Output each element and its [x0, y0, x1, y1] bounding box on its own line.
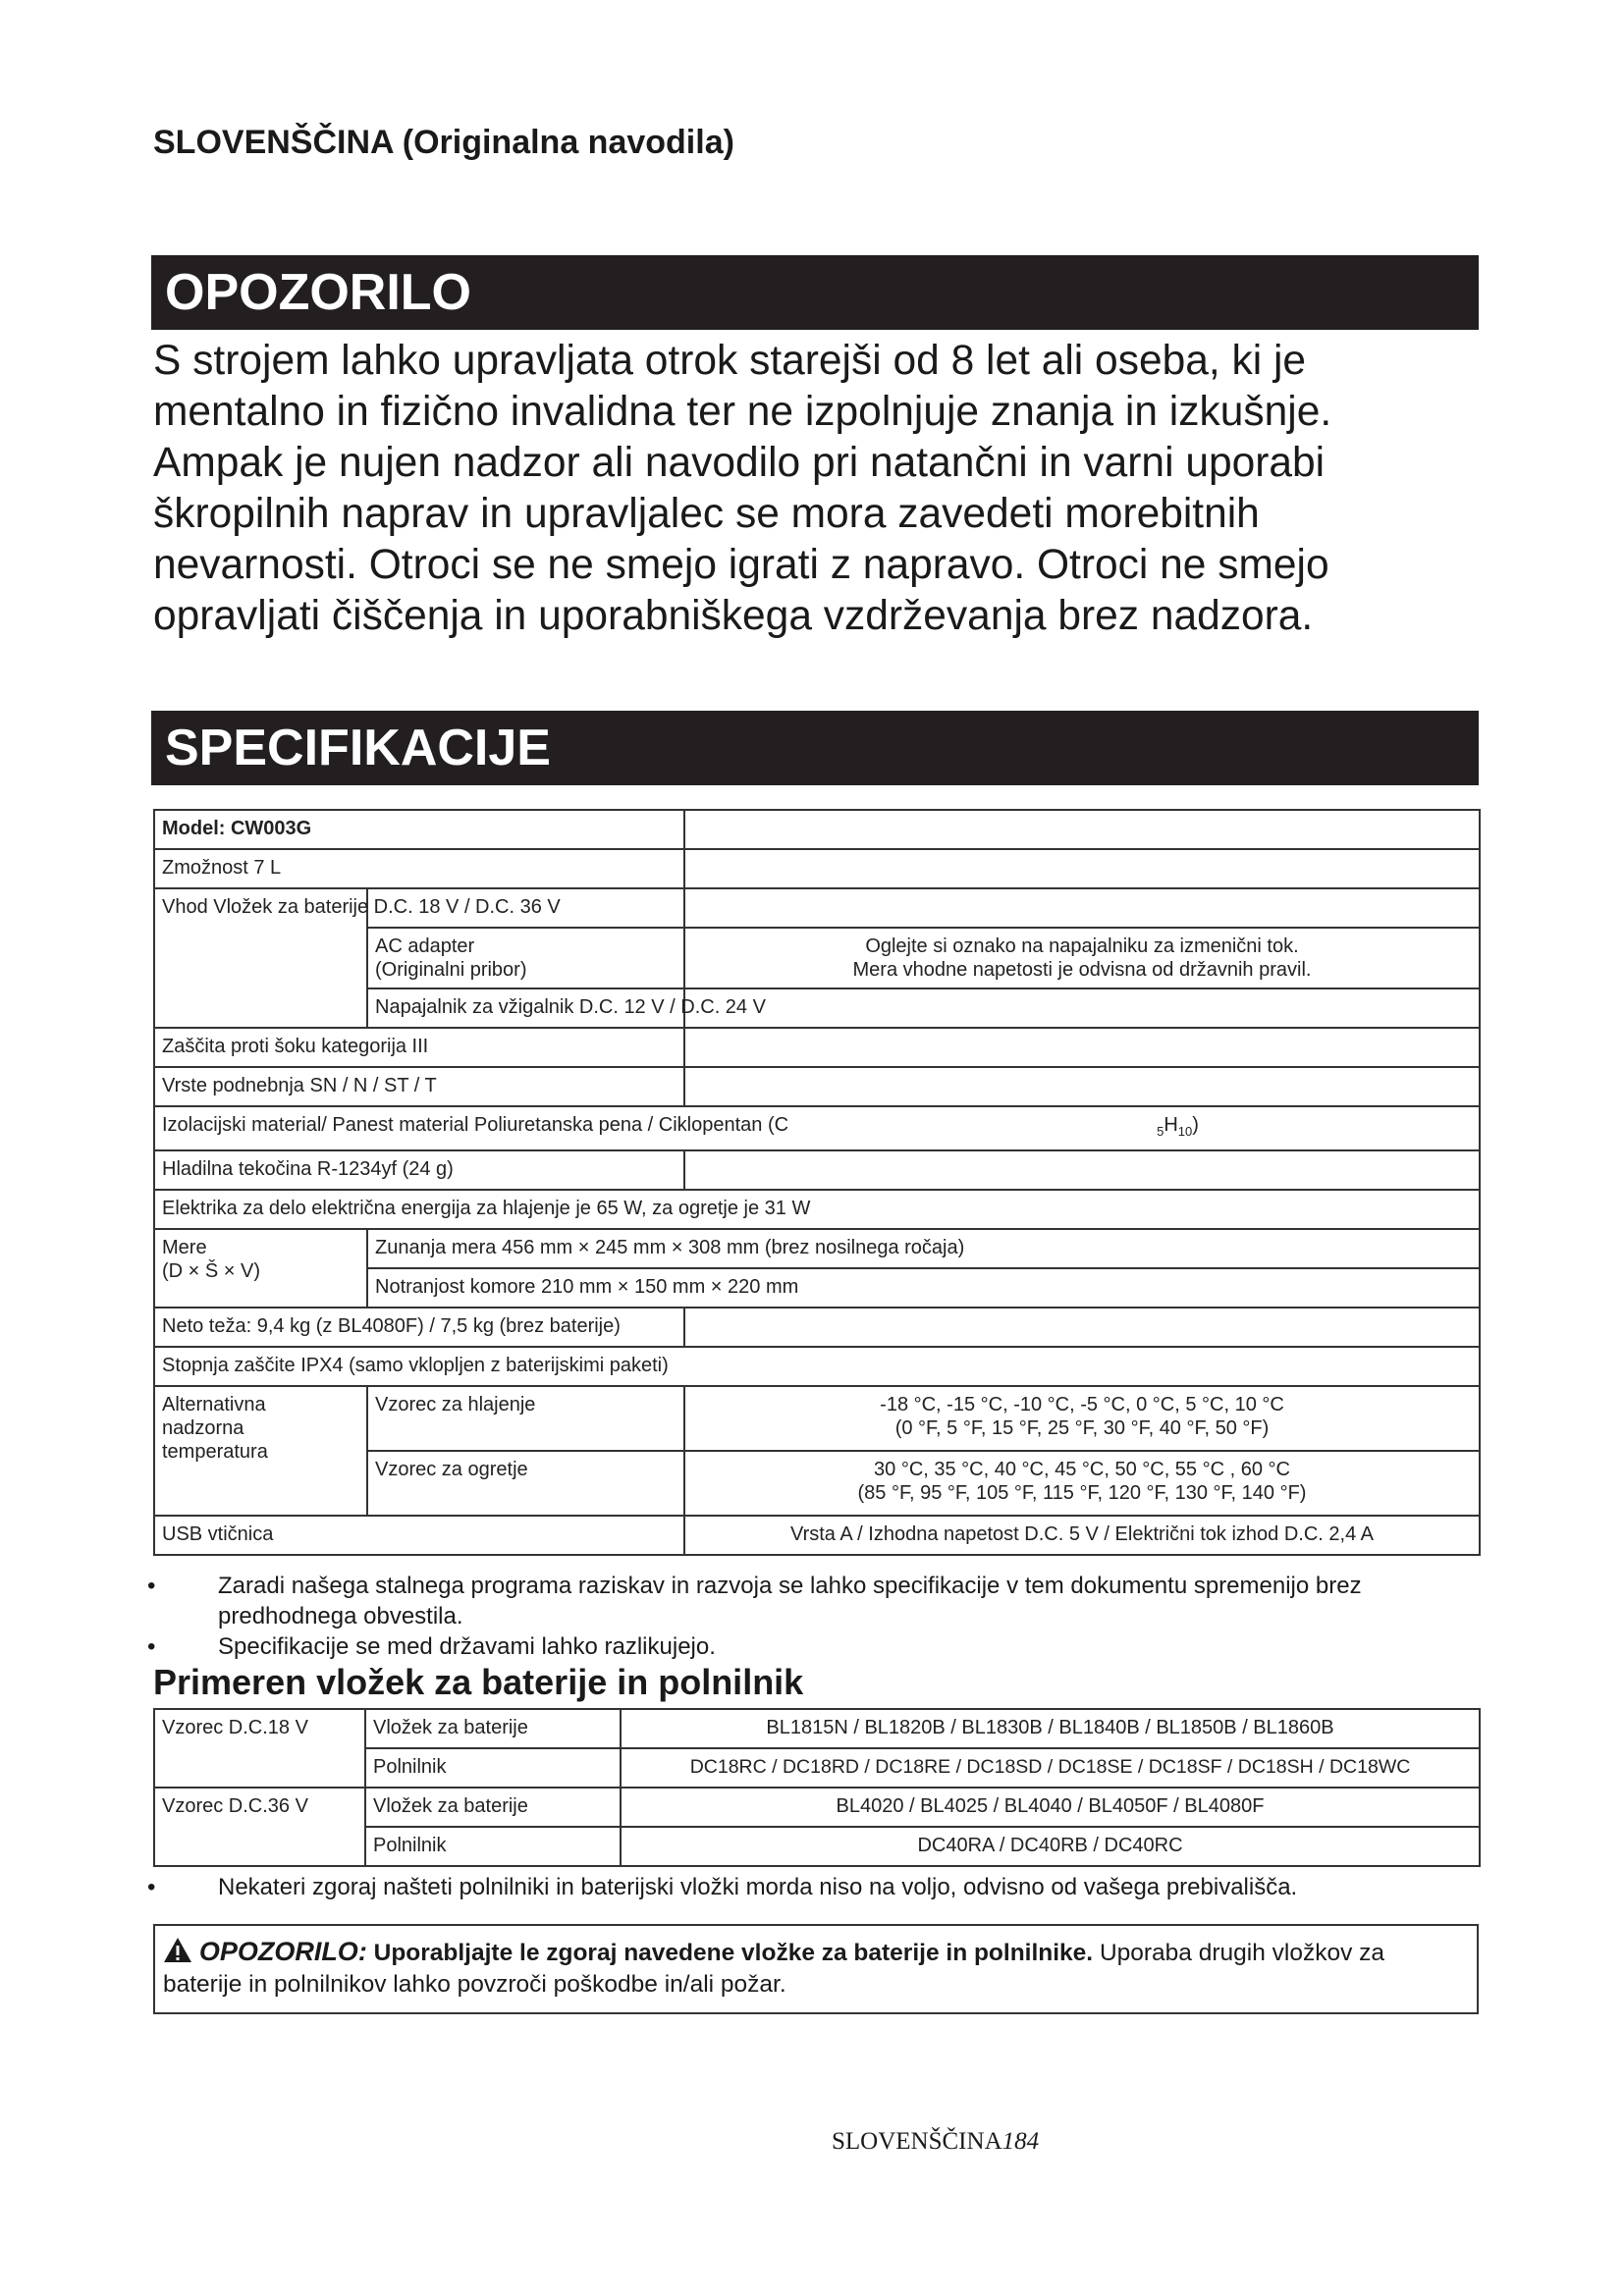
insulation-formula-end: ) [1192, 1114, 1199, 1136]
table-row [154, 888, 1480, 928]
cooling-values-cell [684, 1386, 1480, 1451]
capacity-cell: Zmožnost 7 L [154, 849, 684, 888]
table-row [154, 1709, 1480, 1748]
specifications-table [153, 809, 1481, 1556]
warning-notice [153, 1924, 1479, 2014]
model-cell: Model: CW003G [154, 810, 684, 849]
document-title: SLOVENŠČINA (Originalna navodila) [153, 124, 734, 161]
specification-notes [143, 1571, 1489, 1662]
models-cell: DC18RC / DC18RD / DC18RE / DC18SD / DC18SE / DC18SF / DC18SH / DC18WC [621, 1748, 1480, 1788]
table-row [154, 810, 1480, 849]
warning-line: nevarnosti. Otroci se ne smejo igrati z napravo. Otroci ne smejo [153, 542, 1329, 588]
notice-text: Uporaba drugih vložkov za baterije in polnilnikov lahko povzroči poškodbe in/ali požar. [163, 1940, 1385, 1998]
warning-line: mentalno in fizično invalidna ter ne izpolnjuje znanja in izkušnje. [153, 389, 1332, 435]
dimensions-label: Mere [162, 1237, 207, 1258]
insulation-formula-h: H [1164, 1114, 1178, 1136]
insulation-text: Izolacijski material/ Panest material Poliuretanska pena / Ciklopentan (C [162, 1114, 789, 1136]
insulation-formula-sub2: 10 [1177, 1124, 1193, 1139]
list-item [143, 1571, 1489, 1631]
cooling-label-cell: Vzorec za hlajenje [367, 1386, 684, 1451]
cooling-celsius: -18 °C, -15 °C, -10 °C, -5 °C, 0 °C, 5 °C, 10 °C [880, 1394, 1284, 1415]
temperature-label-1: Alternativna [162, 1394, 266, 1415]
table-row [154, 1386, 1480, 1451]
table-row [154, 1106, 1480, 1150]
cooling-fahrenheit: (0 °F, 5 °F, 15 °F, 25 °F, 30 °F, 40 °F, 50 °F) [894, 1417, 1270, 1439]
warning-heading: OPOZORILO [151, 255, 1479, 330]
warning-line: škropilnih naprav in upravljalec se mora zavedeti morebitnih [153, 491, 1260, 537]
table-row [154, 1229, 1480, 1268]
warning-text [153, 336, 1489, 642]
ac-adapter-value-2: Mera vhodne napetosti je odvisna od državnih pravil. [852, 959, 1312, 981]
inner-dimensions-cell: Notranjost komore 210 mm × 150 mm × 220 mm [367, 1268, 1480, 1308]
models-cell: DC40RA / DC40RB / DC40RC [621, 1827, 1480, 1866]
net-weight-cell: Neto teža: 9,4 kg (z BL4080F) / 7,5 kg (brez baterije) [154, 1308, 684, 1347]
heating-values-cell [684, 1451, 1480, 1516]
dimensions-unit: (D × Š × V) [162, 1260, 261, 1282]
ac-adapter-value-1: Oglejte si oznako na napajalniku za izmenični tok. [865, 935, 1299, 957]
batteries-heading: Primeren vložek za baterije in polnilnik [153, 1662, 804, 1702]
outer-dimensions-cell: Zunanja mera 456 mm × 245 mm × 308 mm (brez nosilnega ročaja) [367, 1229, 1480, 1268]
list-item [143, 1631, 1489, 1662]
footer-language: SLOVENŠČINA [832, 2128, 1002, 2155]
car-adapter-cell: Napajalnik za vžigalnik D.C. 12 V / D.C. 24 V [367, 988, 684, 1028]
usb-label-cell: USB vtičnica [154, 1516, 684, 1555]
note-text: Nekateri zgoraj našteti polnilniki in baterijski vložki morda niso na voljo, odvisno od vašega prebivališča. [218, 1874, 1298, 1900]
table-row [154, 1788, 1480, 1827]
heating-label-cell: Vzorec za ogretje [367, 1451, 684, 1516]
table-row [154, 1347, 1480, 1386]
ac-adapter-label: AC adapter [375, 935, 475, 957]
note-text: Zaradi našega stalnega programa raziskav in razvoja se lahko specifikacije v tem dokumentu spremenijo brez predhodnega obvestila. [218, 1573, 1362, 1629]
table-row [154, 1190, 1480, 1229]
power-cell: Elektrika za delo električna energija za hlajenje je 65 W, za ogretje je 31 W [154, 1190, 1480, 1229]
ac-adapter-note: (Originalni pribor) [375, 959, 527, 981]
input-label: Vhod Vložek za baterije D.C. 18 V / D.C. 36 V [162, 896, 561, 918]
dimensions-label-cell [154, 1229, 367, 1308]
warning-triangle-icon [163, 1940, 199, 1966]
climate-class-cell: Vrste podnebnja SN / N / ST / T [154, 1067, 684, 1106]
models-cell: BL1815N / BL1820B / BL1830B / BL1840B / BL1850B / BL1860B [621, 1709, 1480, 1748]
table-row [154, 1308, 1480, 1347]
kind-cell: Vložek za baterije [365, 1709, 621, 1748]
temperature-label-3: temperatura [162, 1441, 268, 1463]
ac-adapter-cell [367, 928, 684, 988]
note-text: Specifikacije se med državami lahko razlikujejo. [218, 1633, 716, 1660]
table-row [154, 1067, 1480, 1106]
kind-cell: Polnilnik [365, 1827, 621, 1866]
notice-lead: OPOZORILO: [198, 1937, 367, 1966]
list-item [143, 1872, 1489, 1902]
kind-cell: Vložek za baterije [365, 1788, 621, 1827]
table-row [154, 1028, 1480, 1067]
page-footer [832, 2128, 1039, 2156]
voltage-cell: Vzorec D.C.18 V [154, 1709, 365, 1788]
bullet-marker: • [147, 1573, 156, 1599]
heating-fahrenheit: (85 °F, 95 °F, 105 °F, 115 °F, 120 °F, 130 °F, 140 °F) [857, 1482, 1307, 1504]
bullet-marker: • [147, 1874, 156, 1900]
refrigerant-cell: Hladilna tekočina R-1234yf (24 g) [154, 1150, 684, 1190]
warning-line: Ampak je nujen nadzor ali navodilo pri natančni in varni uporabi [153, 440, 1326, 486]
warning-line: opravljati čiščenja in uporabniškega vzdrževanja brez nadzora. [153, 593, 1314, 639]
kind-cell: Polnilnik [365, 1748, 621, 1788]
temperature-label-cell [154, 1386, 367, 1516]
models-cell: BL4020 / BL4025 / BL4040 / BL4050F / BL4080F [621, 1788, 1480, 1827]
table-row [154, 1516, 1480, 1555]
usb-value-cell: Vrsta A / Izhodna napetost D.C. 5 V / Električni tok izhod D.C. 2,4 A [684, 1516, 1480, 1555]
table-row [154, 849, 1480, 888]
batteries-table [153, 1708, 1481, 1867]
table-row [154, 1150, 1480, 1190]
voltage-cell: Vzorec D.C.36 V [154, 1788, 365, 1866]
ip-rating-cell: Stopnja zaščite IPX4 (samo vklopljen z baterijskimi paketi) [154, 1347, 1480, 1386]
bullet-marker: • [147, 1633, 156, 1660]
notice-strong: Uporabljajte le zgoraj navedene vložke za baterije in polnilnike. [373, 1940, 1094, 1966]
warning-line: S strojem lahko upravljata otrok starejši od 8 let ali oseba, ki je [153, 338, 1307, 384]
insulation-formula-sub1: 5 [1157, 1124, 1164, 1139]
insulation-cell [154, 1106, 1480, 1150]
temperature-label-2: nadzorna [162, 1417, 244, 1439]
shock-protection-cell: Zaščita proti šoku kategorija III [154, 1028, 684, 1067]
batteries-notes [143, 1872, 1489, 1902]
page-number: 184 [1001, 2128, 1040, 2155]
ac-adapter-value-cell [684, 928, 1480, 988]
heating-celsius: 30 °C, 35 °C, 40 °C, 45 °C, 50 °C, 55 °C , 60 °C [874, 1459, 1290, 1480]
specifications-heading: SPECIFIKACIJE [151, 711, 1479, 785]
